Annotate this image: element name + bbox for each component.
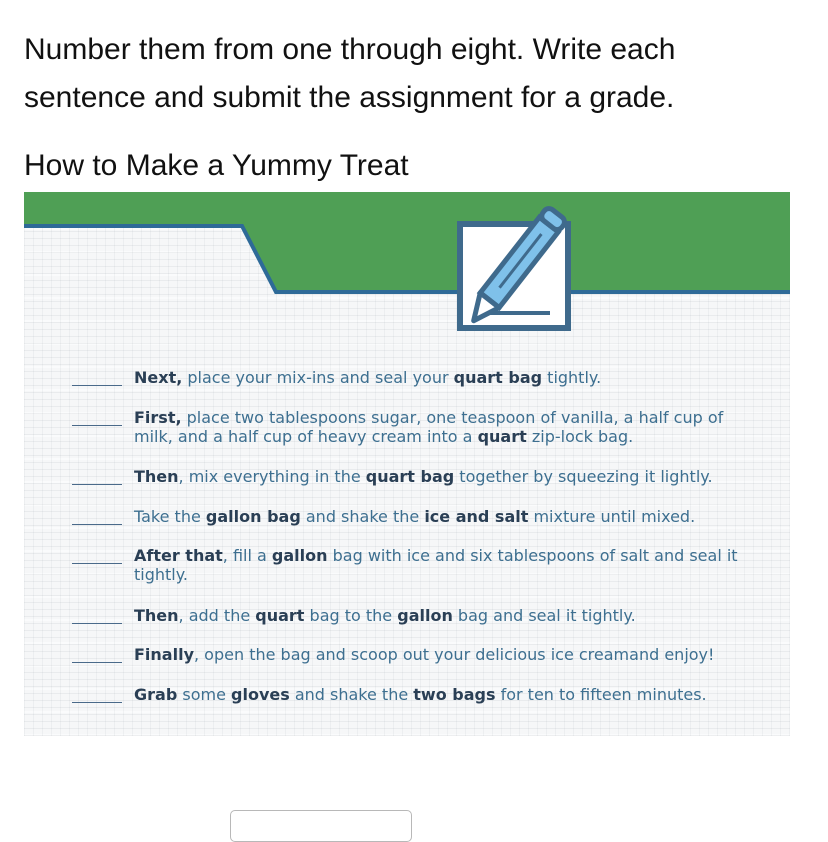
step-item bbox=[72, 606, 772, 625]
step-text bbox=[134, 368, 754, 387]
step-keyword: gallon bbox=[271, 546, 328, 565]
answer-blank bbox=[72, 484, 122, 485]
step-keyword: gallon bag bbox=[205, 507, 301, 526]
step-phrase: mixture until mixed. bbox=[528, 507, 696, 526]
step-keyword: After that bbox=[134, 546, 223, 565]
pencil-and-paper-icon bbox=[460, 206, 568, 328]
step-text bbox=[134, 645, 754, 664]
step-text bbox=[134, 606, 754, 625]
answer-blank bbox=[72, 623, 122, 624]
worksheet-banner bbox=[24, 192, 790, 332]
step-item bbox=[72, 685, 772, 704]
step-text bbox=[134, 546, 754, 584]
answer-blank bbox=[72, 385, 122, 386]
answer-blank bbox=[72, 563, 122, 564]
step-text bbox=[134, 408, 754, 446]
step-text bbox=[134, 685, 754, 704]
step-keyword: Then bbox=[134, 606, 179, 625]
step-phrase: , add the bbox=[178, 606, 256, 625]
step-phrase: , open the bag and scoop out your delicious ice creamand enjoy! bbox=[194, 645, 715, 664]
answer-blank bbox=[72, 702, 122, 703]
step-keyword: gallon bbox=[397, 606, 453, 625]
step-phrase: , fill a bbox=[222, 546, 272, 565]
step-item bbox=[72, 408, 772, 446]
step-phrase: and shake the bbox=[289, 685, 414, 704]
step-keyword: quart bag bbox=[453, 368, 543, 387]
step-phrase: bag and seal it tightly. bbox=[452, 606, 636, 625]
answer-blank bbox=[72, 662, 122, 663]
step-phrase: and shake the bbox=[300, 507, 425, 526]
step-phrase: zip-lock bag. bbox=[526, 427, 634, 446]
step-phrase: for ten to fifteen minutes. bbox=[495, 685, 707, 704]
step-keyword: quart bag bbox=[365, 467, 455, 486]
step-phrase: Take the bbox=[134, 507, 206, 526]
step-keyword: quart bbox=[477, 427, 527, 446]
step-phrase: together by squeezing it lightly. bbox=[454, 467, 713, 486]
step-item bbox=[72, 368, 772, 387]
step-keyword: Finally bbox=[134, 645, 194, 664]
step-phrase: some bbox=[177, 685, 232, 704]
step-item bbox=[72, 507, 772, 526]
worksheet-image bbox=[24, 192, 790, 736]
worksheet-title: How to Make a Yummy Treat bbox=[24, 149, 409, 182]
answer-blank bbox=[72, 425, 122, 426]
banner-green-band bbox=[24, 192, 790, 292]
step-phrase: tightly. bbox=[542, 368, 602, 387]
step-keyword: gloves bbox=[231, 685, 290, 704]
step-item bbox=[72, 546, 772, 584]
step-keyword: quart bbox=[255, 606, 305, 625]
step-item bbox=[72, 467, 772, 486]
instructions-text: Number them from one through eight. Write each sentence and submit the assignment for a grade. bbox=[24, 33, 676, 114]
step-phrase: place your mix-ins and seal your bbox=[182, 368, 454, 387]
step-phrase: bag with ice and six tablespoons of salt and seal it tightly. bbox=[134, 546, 738, 584]
step-keyword: two bags bbox=[413, 685, 496, 704]
step-phrase: bag to the bbox=[304, 606, 398, 625]
step-keyword: ice and salt bbox=[424, 507, 529, 526]
step-keyword: Next, bbox=[134, 368, 183, 387]
answer-input[interactable] bbox=[230, 810, 412, 842]
step-text bbox=[134, 467, 754, 486]
answer-blank bbox=[72, 524, 122, 525]
step-phrase: , mix everything in the bbox=[178, 467, 366, 486]
step-item bbox=[72, 645, 772, 664]
step-text bbox=[134, 507, 754, 526]
step-phrase: place two tablespoons sugar, one teaspoon of vanilla, a half cup of milk, and a half cup of heavy cream into a bbox=[134, 408, 724, 446]
step-keyword: First, bbox=[134, 408, 182, 427]
step-keyword: Grab bbox=[134, 685, 178, 704]
step-keyword: Then bbox=[134, 467, 179, 486]
